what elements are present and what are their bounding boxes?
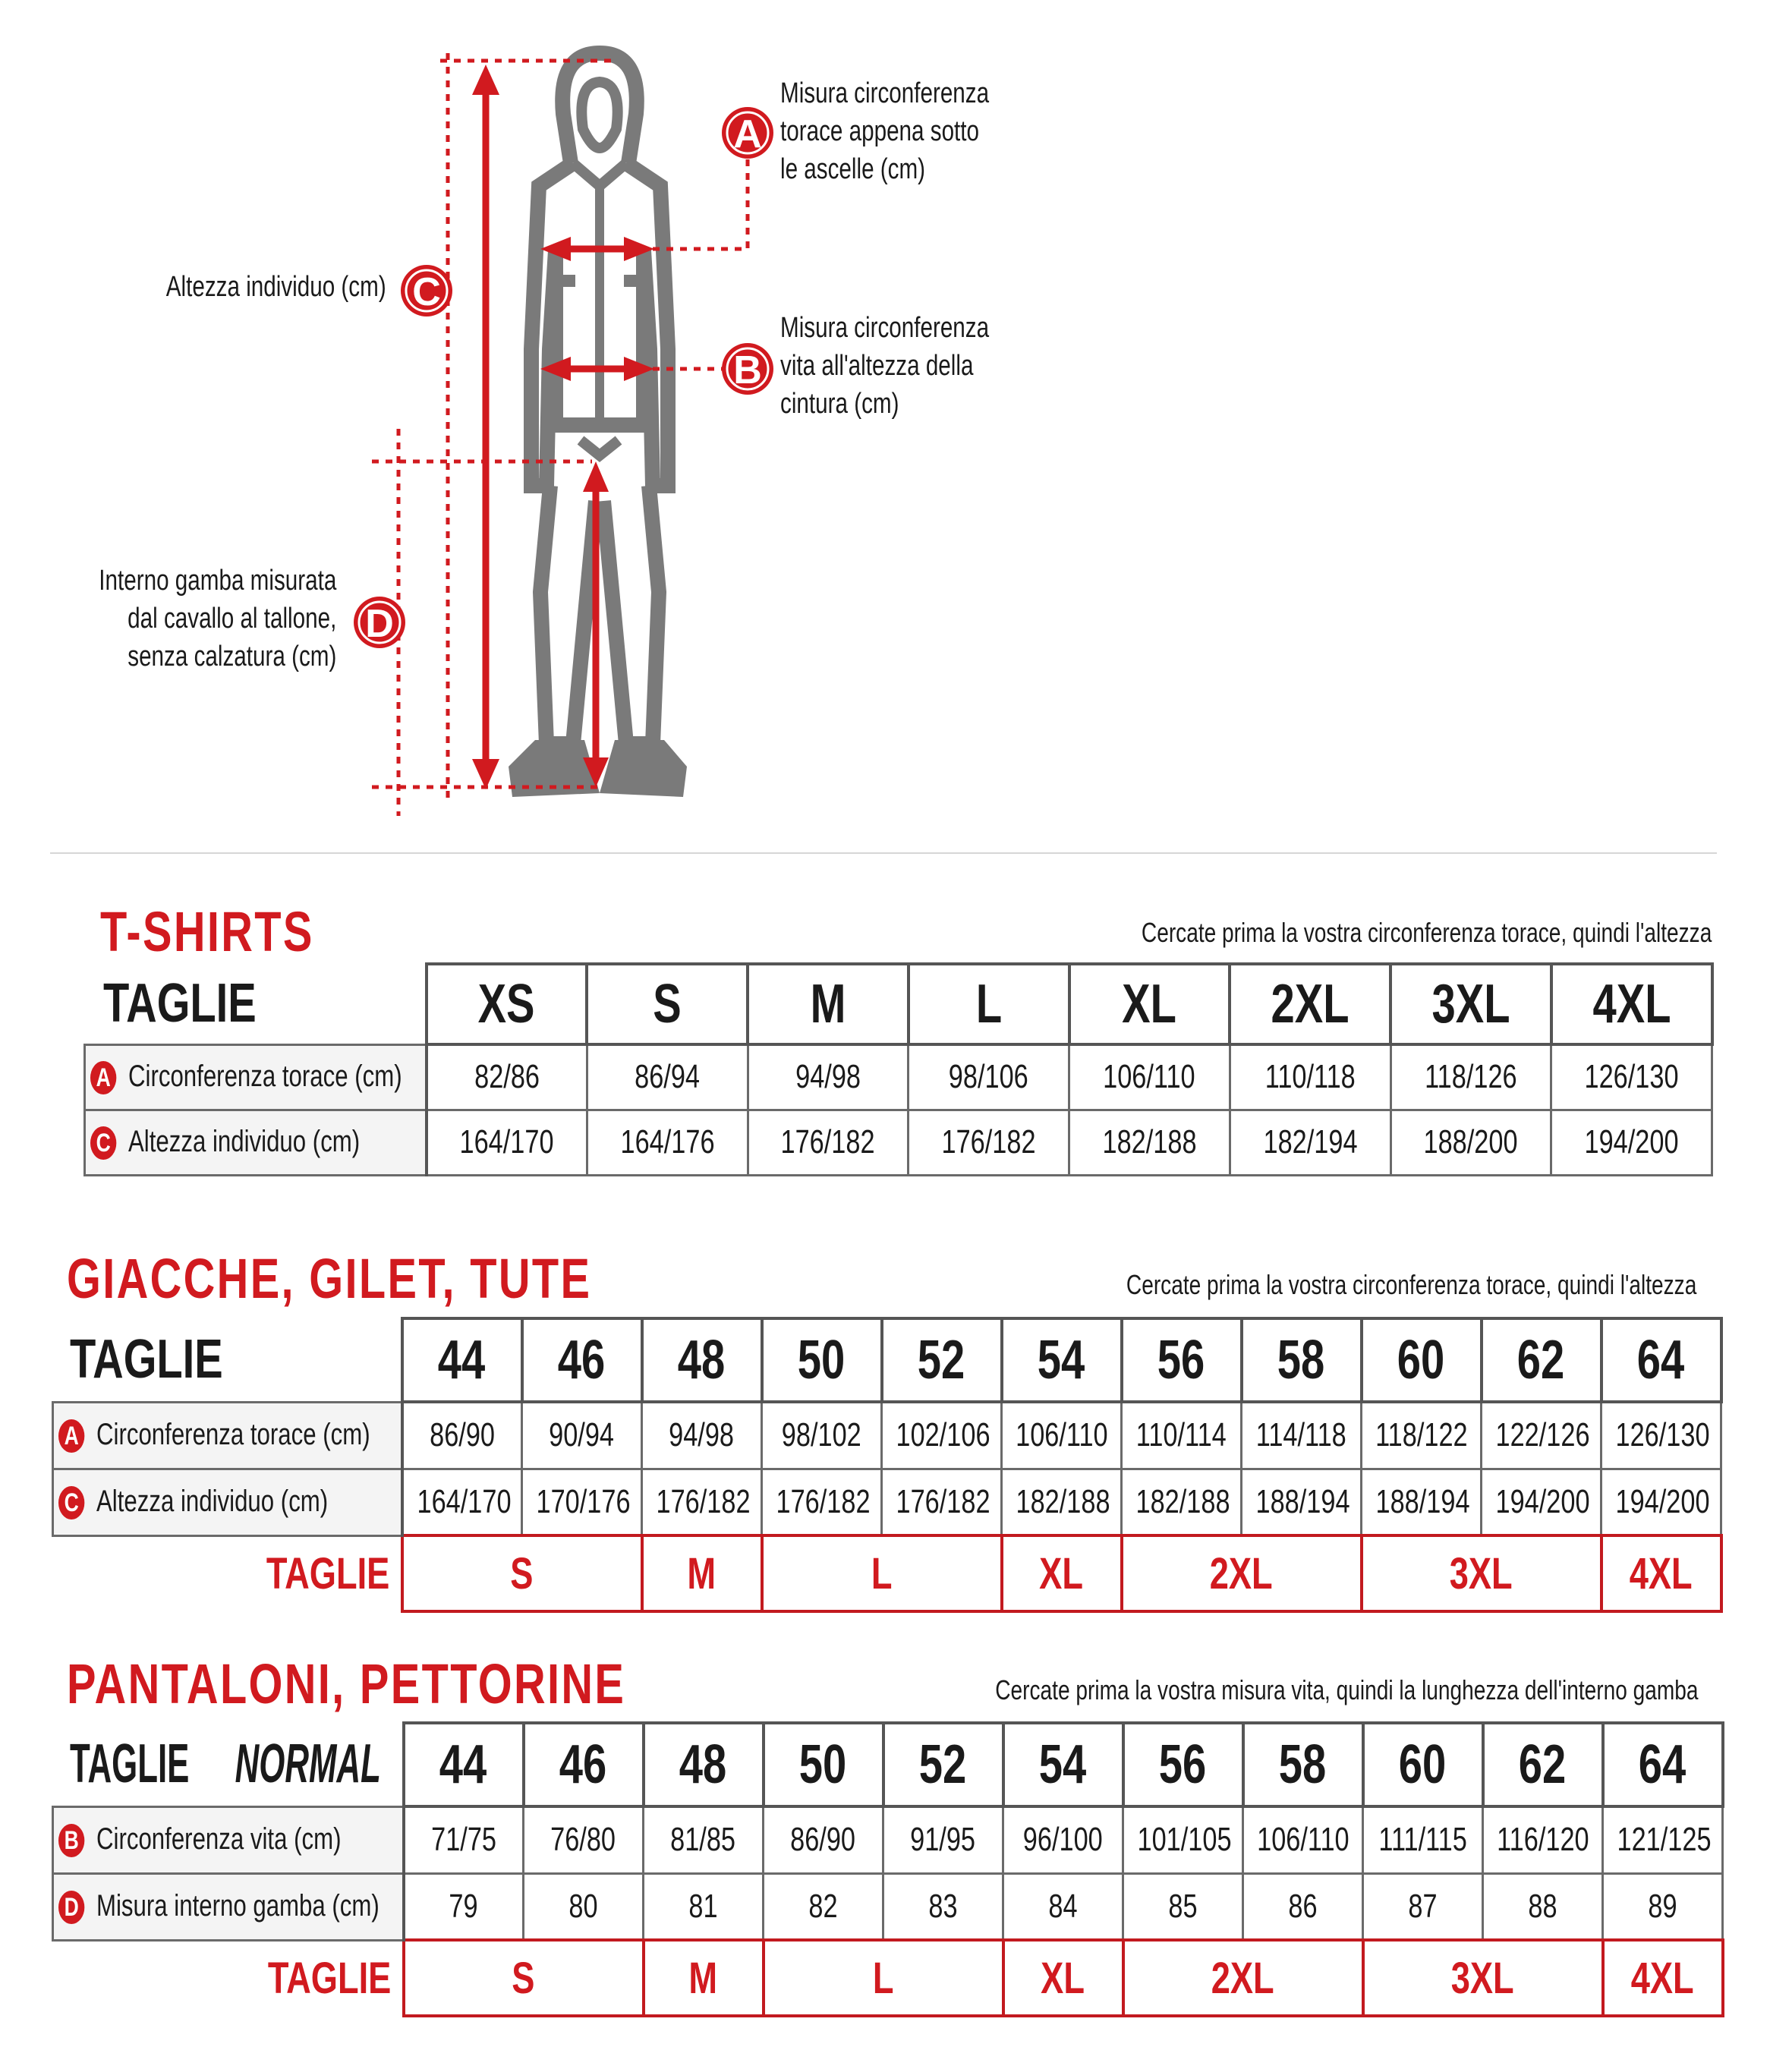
- size-header: 52: [882, 1318, 1002, 1402]
- legend-D: [99, 562, 336, 676]
- table-cell: 94/98: [748, 1044, 909, 1110]
- row-label: B Circonferenza vita (cm): [53, 1806, 404, 1873]
- size-bucket: L: [762, 1535, 1002, 1611]
- boot-right: [600, 740, 687, 797]
- pants-title: PANTALONI, PETTORINE: [67, 1652, 626, 1715]
- table-cell: 82/86: [427, 1044, 587, 1110]
- size-bucket: XL: [1003, 1940, 1123, 2016]
- table-cell: 102/106: [882, 1402, 1002, 1469]
- size-header: XS: [427, 964, 587, 1044]
- table-cell: 94/98: [642, 1402, 762, 1469]
- table-cell: 176/182: [882, 1469, 1002, 1535]
- table-cell: 176/182: [762, 1469, 882, 1535]
- size-bucket: S: [404, 1940, 644, 2016]
- bucket-label: TAGLIE: [267, 1954, 392, 2004]
- jackets-note: Cercate prima la vostra circonferenza torace, quindi l'altezza: [1126, 1269, 1696, 1300]
- table-cell: 91/95: [883, 1806, 1003, 1873]
- legend-D-line: dal cavallo al tallone,: [127, 603, 337, 635]
- legend-D-line: Interno gamba misurata: [98, 565, 336, 597]
- table-cell: 194/200: [1601, 1469, 1721, 1535]
- table-cell: 80: [524, 1873, 644, 1940]
- pants-table: [52, 1721, 1724, 2017]
- face-outline: [581, 82, 617, 148]
- table-cell: 126/130: [1601, 1402, 1721, 1469]
- belt-buckle: [581, 440, 619, 455]
- table-cell: 86/90: [764, 1806, 883, 1873]
- legend-A: [780, 74, 989, 188]
- size-header: 56: [1122, 1318, 1242, 1402]
- size-bucket: M: [644, 1940, 764, 2016]
- table-cell: 90/94: [522, 1402, 642, 1469]
- size-header: M: [748, 964, 909, 1044]
- table-cell: 86/90: [402, 1402, 522, 1469]
- table-cell: 194/200: [1551, 1110, 1712, 1175]
- size-header: 54: [1002, 1318, 1122, 1402]
- legend-B-line: vita all'altezza della: [780, 350, 974, 382]
- svg-text:C: C: [412, 270, 441, 314]
- legend-C: [166, 268, 386, 306]
- table-cell: 106/110: [1069, 1044, 1230, 1110]
- table-cell: 182/188: [1002, 1469, 1122, 1535]
- table-cell: 176/182: [909, 1110, 1069, 1175]
- size-header: 52: [883, 1723, 1003, 1806]
- tshirts-header-row: [85, 964, 1712, 1044]
- table-cell: 121/125: [1603, 1806, 1723, 1873]
- table-row: [53, 1402, 1721, 1469]
- table-cell: 176/182: [642, 1469, 762, 1535]
- tshirts-table: [83, 962, 1714, 1176]
- size-header: 44: [402, 1318, 522, 1402]
- table-cell: 86: [1243, 1873, 1363, 1940]
- size-bucket: 2XL: [1122, 1535, 1362, 1611]
- bucket-row: [53, 1535, 1721, 1611]
- size-bucket: L: [764, 1940, 1003, 2016]
- table-cell: 82: [764, 1873, 883, 1940]
- table-cell: 182/188: [1069, 1110, 1230, 1175]
- table-row: [53, 1873, 1723, 1940]
- size-header: 54: [1003, 1723, 1123, 1806]
- table-cell: 71/75: [404, 1806, 524, 1873]
- bucket-row: [53, 1940, 1723, 2016]
- table-row: [53, 1806, 1723, 1873]
- jackets-title: GIACCHE, GILET, TUTE: [67, 1247, 592, 1310]
- size-header: 44: [404, 1723, 524, 1806]
- size-header: 48: [644, 1723, 764, 1806]
- size-header: 60: [1363, 1723, 1483, 1806]
- table-cell: 98/102: [762, 1402, 882, 1469]
- size-header: 50: [764, 1723, 883, 1806]
- marker-D: [354, 597, 405, 648]
- table-cell: 98/106: [909, 1044, 1069, 1110]
- table-cell: 83: [883, 1873, 1003, 1940]
- legend-A-line: torace appena sotto: [780, 115, 980, 147]
- table-cell: 116/120: [1483, 1806, 1603, 1873]
- legend-C-line: Altezza individuo (cm): [166, 271, 386, 303]
- table-row: [85, 1044, 1712, 1110]
- size-header: 56: [1123, 1723, 1243, 1806]
- legend-B: [780, 309, 989, 423]
- table-cell: 182/188: [1122, 1469, 1242, 1535]
- table-cell: 111/115: [1363, 1806, 1483, 1873]
- size-header: S: [587, 964, 748, 1044]
- marker-A: [722, 107, 773, 159]
- size-bucket: XL: [1002, 1535, 1122, 1611]
- row-label: A Circonferenza torace (cm): [53, 1402, 402, 1469]
- legend-B-line: cintura (cm): [780, 388, 899, 420]
- table-cell: 101/105: [1123, 1806, 1243, 1873]
- table-cell: 76/80: [524, 1806, 644, 1873]
- table-cell: 110/118: [1230, 1044, 1390, 1110]
- marker-badge: C: [58, 1486, 84, 1520]
- legend-A-line: le ascelle (cm): [780, 153, 926, 185]
- table-cell: 118/122: [1362, 1402, 1482, 1469]
- size-header: XL: [1069, 964, 1230, 1044]
- collar: [573, 163, 626, 186]
- table-cell: 182/194: [1230, 1110, 1390, 1175]
- pants-header-row: [53, 1723, 1723, 1806]
- table-cell: 188/194: [1242, 1469, 1362, 1535]
- table-cell: 188/200: [1390, 1110, 1551, 1175]
- table-cell: 81/85: [644, 1806, 764, 1873]
- table-cell: 87: [1363, 1873, 1483, 1940]
- table-row: [85, 1110, 1712, 1175]
- pants-note: Cercate prima la vostra misura vita, quindi la lunghezza dell'interno gamba: [994, 1674, 1698, 1705]
- size-header: 58: [1242, 1318, 1362, 1402]
- section-divider: [50, 852, 1717, 854]
- table-cell: 85: [1123, 1873, 1243, 1940]
- size-header: 58: [1243, 1723, 1363, 1806]
- marker-badge: A: [58, 1419, 84, 1453]
- size-bucket: 4XL: [1603, 1940, 1723, 2016]
- marker-badge: D: [58, 1891, 84, 1924]
- size-header: 3XL: [1390, 964, 1551, 1044]
- table-cell: 114/118: [1242, 1402, 1362, 1469]
- legend-A-line: Misura circonferenza: [780, 77, 990, 109]
- marker-B: [722, 343, 773, 395]
- leg-left: [540, 486, 596, 744]
- size-header: 50: [762, 1318, 882, 1402]
- table-cell: 122/126: [1482, 1402, 1601, 1469]
- marker-badge: A: [90, 1061, 116, 1094]
- jackets-table: [52, 1317, 1723, 1613]
- table-cell: 188/194: [1362, 1469, 1482, 1535]
- row-label: C Altezza individuo (cm): [53, 1469, 402, 1535]
- size-header: 64: [1601, 1318, 1721, 1402]
- size-header: 62: [1483, 1723, 1603, 1806]
- marker-badge: C: [90, 1126, 116, 1160]
- svg-text:B: B: [733, 348, 762, 392]
- tshirts-header-label: TAGLIE: [102, 973, 257, 1035]
- table-cell: 89: [1603, 1873, 1723, 1940]
- row-label: D Misura interno gamba (cm): [53, 1873, 404, 1940]
- marker-badge: B: [58, 1824, 84, 1857]
- size-bucket: M: [642, 1535, 762, 1611]
- table-cell: 81: [644, 1873, 764, 1940]
- size-header: L: [909, 964, 1069, 1044]
- table-cell: 79: [404, 1873, 524, 1940]
- size-header: 60: [1362, 1318, 1482, 1402]
- svg-text:A: A: [733, 112, 762, 156]
- size-header: 46: [524, 1723, 644, 1806]
- size-header: 2XL: [1230, 964, 1390, 1044]
- table-cell: 110/114: [1122, 1402, 1242, 1469]
- table-cell: 106/110: [1002, 1402, 1122, 1469]
- table-cell: 96/100: [1003, 1806, 1123, 1873]
- table-row: [53, 1469, 1721, 1535]
- tshirts-title: T-SHIRTS: [100, 900, 314, 963]
- pants-header-label: TAGLIE NORMAL: [69, 1734, 381, 1795]
- bucket-label: TAGLIE: [266, 1549, 390, 1599]
- size-header: 48: [642, 1318, 762, 1402]
- leg-right: [603, 486, 659, 744]
- body-figure: [531, 53, 668, 744]
- table-cell: 106/110: [1243, 1806, 1363, 1873]
- table-cell: 86/94: [587, 1044, 748, 1110]
- jackets-header-row: [53, 1318, 1721, 1402]
- legend-D-line: senza calzatura (cm): [127, 641, 336, 672]
- table-cell: 84: [1003, 1873, 1123, 1940]
- tshirts-note: Cercate prima la vostra circonferenza torace, quindi l'altezza: [1141, 917, 1712, 948]
- table-cell: 164/170: [402, 1469, 522, 1535]
- legend-B-line: Misura circonferenza: [780, 312, 990, 344]
- marker-C: [401, 265, 452, 316]
- table-cell: 170/176: [522, 1469, 642, 1535]
- svg-text:D: D: [365, 602, 394, 646]
- jackets-header-label: TAGLIE: [69, 1329, 223, 1390]
- size-header: 46: [522, 1318, 642, 1402]
- row-label: C Altezza individuo (cm): [85, 1110, 427, 1175]
- size-bucket: 4XL: [1601, 1535, 1721, 1611]
- row-label: A Circonferenza torace (cm): [85, 1044, 427, 1110]
- table-cell: 88: [1483, 1873, 1603, 1940]
- table-cell: 126/130: [1551, 1044, 1712, 1110]
- size-header: 4XL: [1551, 964, 1712, 1044]
- table-cell: 194/200: [1482, 1469, 1601, 1535]
- size-bucket: 3XL: [1363, 1940, 1603, 2016]
- size-header: 64: [1603, 1723, 1723, 1806]
- size-bucket: 3XL: [1362, 1535, 1601, 1611]
- size-bucket: S: [402, 1535, 642, 1611]
- table-cell: 118/126: [1390, 1044, 1551, 1110]
- table-cell: 164/176: [587, 1110, 748, 1175]
- table-cell: 176/182: [748, 1110, 909, 1175]
- size-bucket: 2XL: [1123, 1940, 1363, 2016]
- size-header: 62: [1482, 1318, 1601, 1402]
- table-cell: 164/170: [427, 1110, 587, 1175]
